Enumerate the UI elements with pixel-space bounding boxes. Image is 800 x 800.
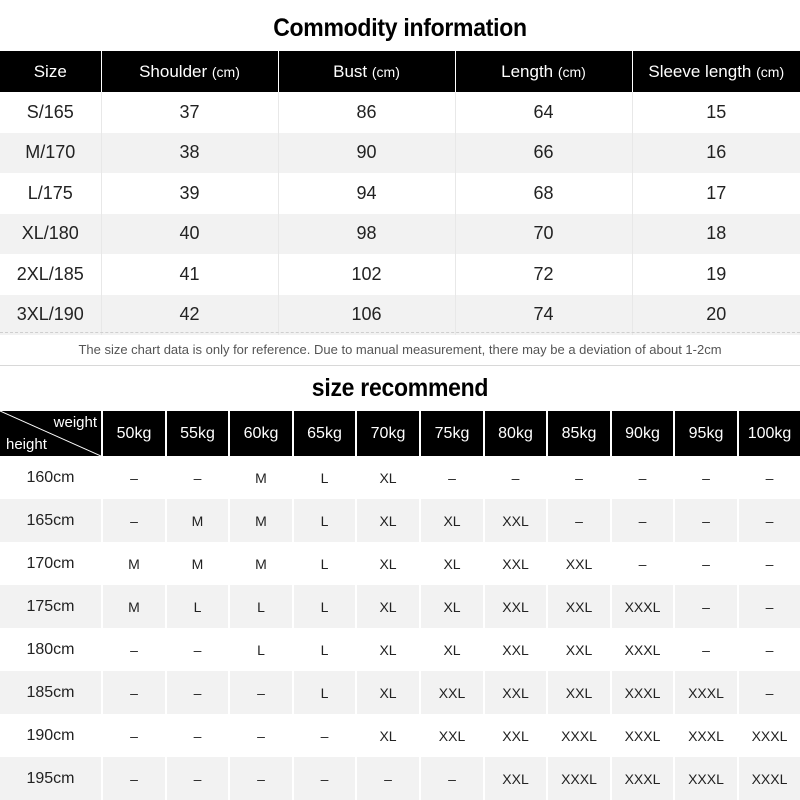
recommend-row: [0, 628, 800, 671]
size-recommend-cell: XXXL: [611, 628, 674, 671]
commodity-row: [0, 214, 800, 255]
size-recommend-cell: XL: [356, 628, 420, 671]
weight-header: 50kg: [102, 411, 166, 456]
header-unit: (cm): [211, 63, 240, 80]
size-recommend-cell: –: [166, 757, 229, 800]
size-recommend-cell: XXL: [484, 542, 547, 585]
size-recommend-cell: –: [738, 456, 800, 499]
measurement-cell: 66: [455, 133, 632, 174]
measurement-cell: 15: [632, 92, 800, 133]
size-recommend-cell: XXL: [484, 757, 547, 800]
size-recommend-cell: –: [166, 714, 229, 757]
size-recommend-cell: XXL: [484, 671, 547, 714]
size-recommend-cell: XL: [356, 714, 420, 757]
header-label: Length: [501, 61, 554, 81]
commodity-row: [0, 254, 800, 295]
size-recommend-cell: XXXL: [611, 714, 674, 757]
measurement-cell: 64: [455, 92, 632, 133]
size-recommend-cell: L: [293, 671, 356, 714]
size-recommend-cell: XL: [356, 542, 420, 585]
size-recommend-cell: L: [293, 542, 356, 585]
measurement-cell: 42: [101, 295, 278, 336]
size-recommend-cell: L: [166, 585, 229, 628]
weight-header: 60kg: [229, 411, 293, 456]
measurement-cell: 70: [455, 214, 632, 255]
size-cell: L/175: [27, 182, 73, 203]
recommend-row: [0, 542, 800, 585]
size-recommend-cell: XXXL: [611, 671, 674, 714]
size-recommend-cell: M: [102, 585, 166, 628]
header-shoulder: [101, 51, 278, 92]
measurement-cell: 86: [278, 92, 455, 133]
commodity-row: [0, 92, 800, 133]
size-recommend-cell: –: [166, 628, 229, 671]
measurement-cell: 106: [278, 295, 455, 336]
size-recommend-cell: –: [102, 714, 166, 757]
size-recommend-cell: –: [547, 499, 611, 542]
recommend-header-row: [0, 411, 800, 456]
measurement-cell: 37: [101, 92, 278, 133]
height-cell: 160cm: [26, 468, 75, 486]
recommend-row: [0, 499, 800, 542]
recommend-row: [0, 585, 800, 628]
commodity-row: [0, 173, 800, 214]
size-recommend-cell: XXL: [547, 542, 611, 585]
size-recommend-cell: XL: [420, 499, 484, 542]
size-recommend-cell: XXL: [547, 628, 611, 671]
size-recommend-cell: XXXL: [738, 714, 800, 757]
commodity-table: [0, 51, 800, 335]
size-recommend-cell: XL: [356, 671, 420, 714]
size-recommend-cell: M: [166, 542, 229, 585]
size-recommend-cell: L: [229, 628, 293, 671]
size-recommend-cell: XL: [420, 542, 484, 585]
size-recommend-cell: XXXL: [611, 585, 674, 628]
size-recommend-cell: –: [420, 456, 484, 499]
header-label: Size: [33, 61, 67, 81]
size-recommend-cell: XXXL: [674, 714, 738, 757]
height-cell: 165cm: [0, 499, 102, 542]
size-recommend-cell: –: [738, 542, 800, 585]
measurement-cell: 90: [278, 133, 455, 174]
size-recommend-cell: –: [674, 542, 738, 585]
size-recommend-cell: XXL: [420, 714, 484, 757]
height-cell: 180cm: [26, 640, 75, 658]
header-length: [455, 51, 632, 92]
size-recommend-cell: XXL: [420, 671, 484, 714]
size-recommend-cell: –: [611, 499, 674, 542]
size-recommend-cell: L: [293, 499, 356, 542]
measurement-cell: 74: [455, 295, 632, 336]
size-recommend-cell: –: [611, 542, 674, 585]
size-recommend-cell: –: [102, 499, 166, 542]
corner-weight-label: weight: [53, 414, 97, 431]
size-recommend-cell: –: [356, 757, 420, 800]
size-recommend-cell: –: [738, 628, 800, 671]
weight-header: 95kg: [674, 411, 738, 456]
size-recommend-cell: L: [229, 585, 293, 628]
measurement-cell: 19: [632, 254, 800, 295]
size-recommend-cell: XL: [420, 628, 484, 671]
header-unit: (cm): [557, 63, 586, 80]
size-recommend-cell: M: [229, 542, 293, 585]
size-recommend-cell: –: [166, 671, 229, 714]
size-recommend-cell: –: [484, 456, 547, 499]
size-recommend-cell: XXL: [484, 585, 547, 628]
size-recommend-cell: –: [674, 585, 738, 628]
size-recommend-cell: –: [674, 456, 738, 499]
header-label: Bust: [333, 61, 368, 81]
commodity-header-row: [0, 51, 800, 92]
size-recommend-cell: XXXL: [674, 671, 738, 714]
recommend-table: [0, 411, 800, 800]
size-recommend-cell: –: [611, 456, 674, 499]
size-cell: XL/180: [0, 214, 101, 255]
measurement-cell: 102: [278, 254, 455, 295]
header-size: [0, 51, 101, 92]
size-recommend-cell: –: [674, 499, 738, 542]
header-unit: (cm): [371, 63, 400, 80]
size-recommend-cell: XXL: [484, 628, 547, 671]
recommend-row: [0, 456, 800, 499]
size-recommend-cell: –: [674, 628, 738, 671]
size-recommend-cell: –: [102, 456, 166, 499]
header-bust: [278, 51, 455, 92]
size-recommend-cell: XXL: [547, 671, 611, 714]
measurement-cell: 72: [455, 254, 632, 295]
size-recommend-cell: –: [738, 671, 800, 714]
size-recommend-cell: XXL: [547, 585, 611, 628]
measurement-cell: 16: [632, 133, 800, 174]
size-recommend-cell: XXXL: [611, 757, 674, 800]
size-recommend-cell: –: [547, 456, 611, 499]
measurement-cell: 40: [101, 214, 278, 255]
size-recommend-cell: XXXL: [547, 757, 611, 800]
weight-header: 85kg: [547, 411, 611, 456]
size-recommend-cell: XXXL: [547, 714, 611, 757]
size-recommend-cell: –: [102, 628, 166, 671]
size-recommend-cell: M: [229, 499, 293, 542]
weight-header: 90kg: [611, 411, 674, 456]
measurement-cell: 94: [278, 173, 455, 214]
height-cell: 175cm: [0, 585, 102, 628]
size-recommend-cell: XL: [356, 585, 420, 628]
recommend-row: [0, 714, 800, 757]
height-cell: 190cm: [26, 726, 75, 744]
header-sleeve-length: [632, 51, 800, 92]
size-recommend-cell: M: [102, 542, 166, 585]
size-recommend-cell: L: [293, 628, 356, 671]
height-cell: 195cm: [0, 757, 102, 800]
size-chart-note: The size chart data is only for reference. Due to manual measurement, there may be a deviation of about 1-2cm: [0, 332, 800, 366]
recommend-row: [0, 671, 800, 714]
header-label: Sleeve length: [648, 61, 752, 81]
weight-header: 80kg: [484, 411, 547, 456]
size-recommend-cell: –: [102, 671, 166, 714]
measurement-cell: 41: [101, 254, 278, 295]
size-cell: 2XL/185: [16, 263, 84, 284]
size-recommend-cell: XXL: [484, 499, 547, 542]
measurement-cell: 39: [101, 173, 278, 214]
size-recommend-cell: XL: [356, 456, 420, 499]
weight-header: 55kg: [166, 411, 229, 456]
weight-header: 70kg: [356, 411, 420, 456]
size-cell: M/170: [0, 133, 101, 174]
size-recommend-cell: –: [293, 757, 356, 800]
commodity-title: Commodity information: [273, 14, 527, 42]
size-recommend-cell: –: [420, 757, 484, 800]
size-recommend-cell: –: [166, 456, 229, 499]
size-recommend-cell: –: [229, 714, 293, 757]
weight-header: 75kg: [420, 411, 484, 456]
measurement-cell: 38: [101, 133, 278, 174]
size-recommend-cell: XXXL: [674, 757, 738, 800]
weight-header: 100kg: [738, 411, 800, 456]
commodity-row: [0, 133, 800, 174]
recommend-row: [0, 757, 800, 800]
size-recommend-cell: –: [738, 585, 800, 628]
size-cell: S/165: [26, 101, 74, 122]
size-cell: 3XL/190: [0, 295, 101, 336]
size-recommend-cell: –: [229, 757, 293, 800]
size-recommend-cell: –: [293, 714, 356, 757]
weight-header: 65kg: [293, 411, 356, 456]
size-recommend-cell: –: [738, 499, 800, 542]
size-recommend-cell: XXL: [484, 714, 547, 757]
size-recommend-cell: –: [229, 671, 293, 714]
corner-cell: [0, 411, 102, 456]
size-recommend-cell: –: [102, 757, 166, 800]
header-unit: (cm): [756, 63, 785, 80]
measurement-cell: 68: [455, 173, 632, 214]
size-recommend-cell: M: [229, 456, 293, 499]
measurement-cell: 18: [632, 214, 800, 255]
size-recommend-cell: M: [166, 499, 229, 542]
header-label: Shoulder: [139, 61, 208, 81]
commodity-row: [0, 295, 800, 336]
measurement-cell: 20: [632, 295, 800, 336]
measurement-cell: 98: [278, 214, 455, 255]
size-recommend-cell: L: [293, 456, 356, 499]
measurement-cell: 17: [632, 173, 800, 214]
size-recommend-cell: XL: [420, 585, 484, 628]
size-recommend-cell: XL: [356, 499, 420, 542]
recommend-title: size recommend: [311, 374, 489, 402]
height-cell: 185cm: [0, 671, 102, 714]
corner-height-label: height: [6, 436, 47, 453]
height-cell: 170cm: [26, 554, 75, 572]
size-recommend-cell: L: [293, 585, 356, 628]
size-recommend-cell: XXXL: [738, 757, 800, 800]
